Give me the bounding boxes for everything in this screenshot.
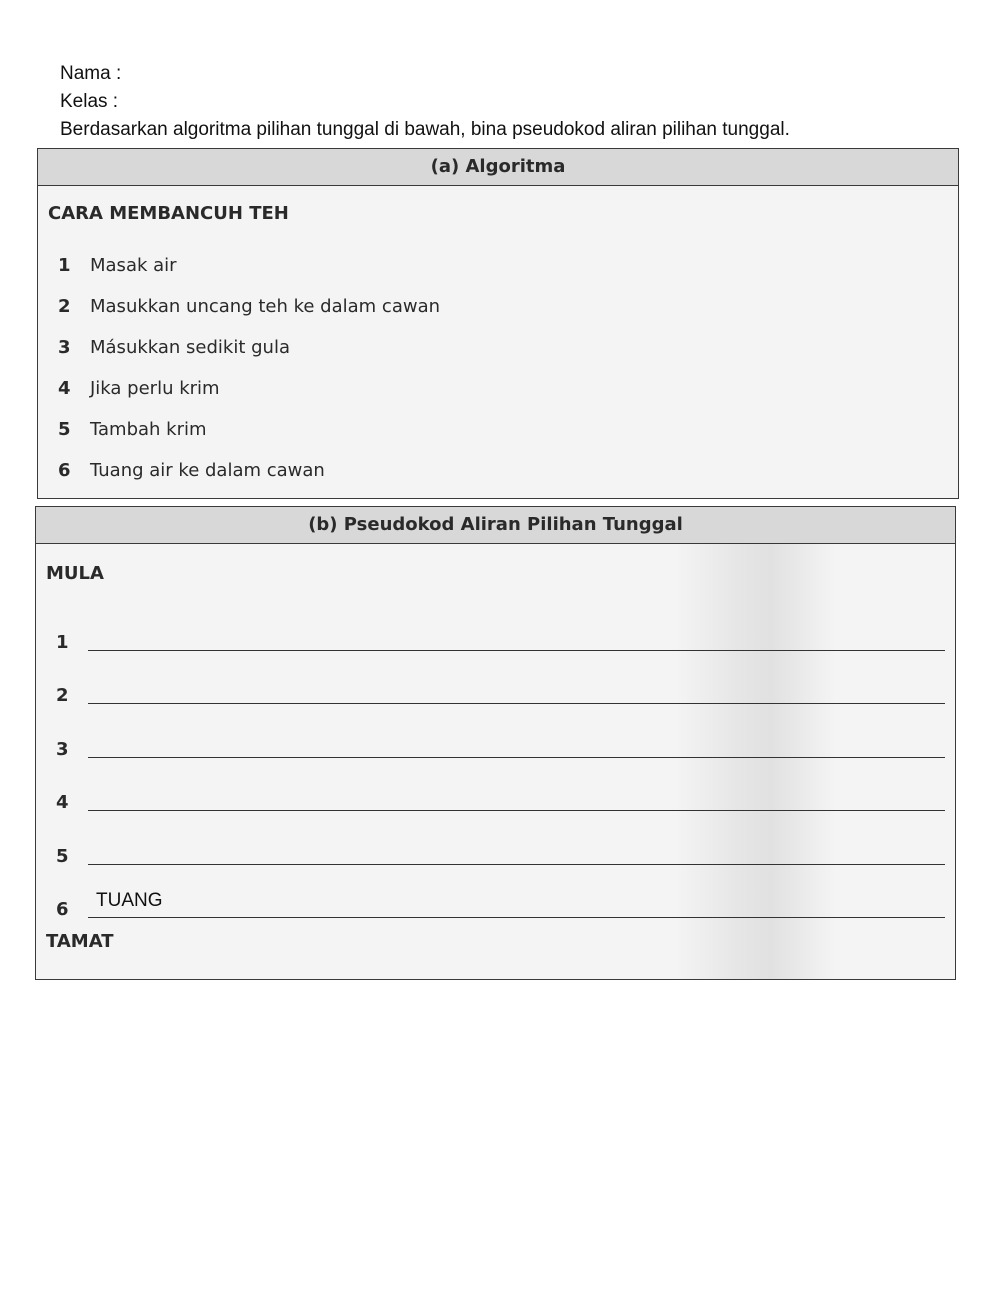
line-number: 1: [56, 631, 69, 653]
pseudocode-lines: [56, 605, 945, 926]
answer-blank[interactable]: [88, 917, 945, 918]
algorithm-step: [58, 409, 440, 450]
answer-text: TUANG: [96, 890, 163, 911]
pseudocode-line: [56, 605, 945, 659]
algorithm-step: [58, 327, 440, 368]
line-number: 4: [56, 792, 69, 813]
answer-blank[interactable]: [88, 864, 945, 865]
algorithm-steps: [58, 245, 440, 491]
algorithm-panel: [37, 148, 959, 499]
step-text: Masak air: [90, 255, 177, 276]
step-text: Tuang air ke dalam cawan: [90, 460, 325, 481]
step-number: 5: [58, 419, 71, 440]
pseudocode-line: [56, 873, 945, 927]
pseudocode-panel: [35, 506, 956, 980]
pseudocode-end: TAMAT: [46, 931, 114, 952]
step-number: 3: [58, 337, 71, 358]
algorithm-step: [58, 286, 440, 327]
instruction-text: Berdasarkan algoritma pilihan tunggal di bawah, bina pseudokod aliran pilihan tunggal.: [60, 119, 790, 140]
name-label: Nama :: [60, 63, 122, 84]
algorithm-step: [58, 368, 440, 409]
step-number: 4: [58, 378, 71, 399]
step-text: Jika perlu krim: [90, 378, 220, 399]
algorithm-heading: CARA MEMBANCUH TEH: [48, 203, 289, 224]
class-label: Kelas :: [60, 91, 119, 112]
line-number: 3: [56, 738, 69, 760]
line-number: 6: [56, 899, 69, 920]
step-number: 1: [58, 255, 71, 276]
worksheet-header: [60, 60, 790, 144]
line-number: 5: [56, 845, 69, 867]
answer-blank[interactable]: [88, 703, 945, 704]
algorithm-title: (a) Algoritma: [38, 149, 958, 186]
step-text: Másukkan sedikit gula: [90, 337, 290, 358]
answer-blank[interactable]: [88, 650, 945, 651]
answer-blank[interactable]: [88, 757, 945, 758]
line-number: 2: [56, 685, 69, 706]
step-number: 6: [58, 460, 71, 481]
pseudocode-line: [56, 712, 945, 766]
step-number: 2: [58, 296, 71, 317]
pseudocode-start: MULA: [46, 563, 104, 584]
pseudocode-title: (b) Pseudokod Aliran Pilihan Tunggal: [36, 507, 955, 544]
step-text: Tambah krim: [90, 419, 207, 440]
pseudocode-line: [56, 766, 945, 820]
step-text: Masukkan uncang teh ke dalam cawan: [90, 296, 441, 317]
answer-blank[interactable]: [88, 810, 945, 811]
algorithm-step: [58, 245, 440, 286]
pseudocode-line: [56, 659, 945, 713]
algorithm-step: [58, 450, 440, 491]
pseudocode-line: [56, 819, 945, 873]
